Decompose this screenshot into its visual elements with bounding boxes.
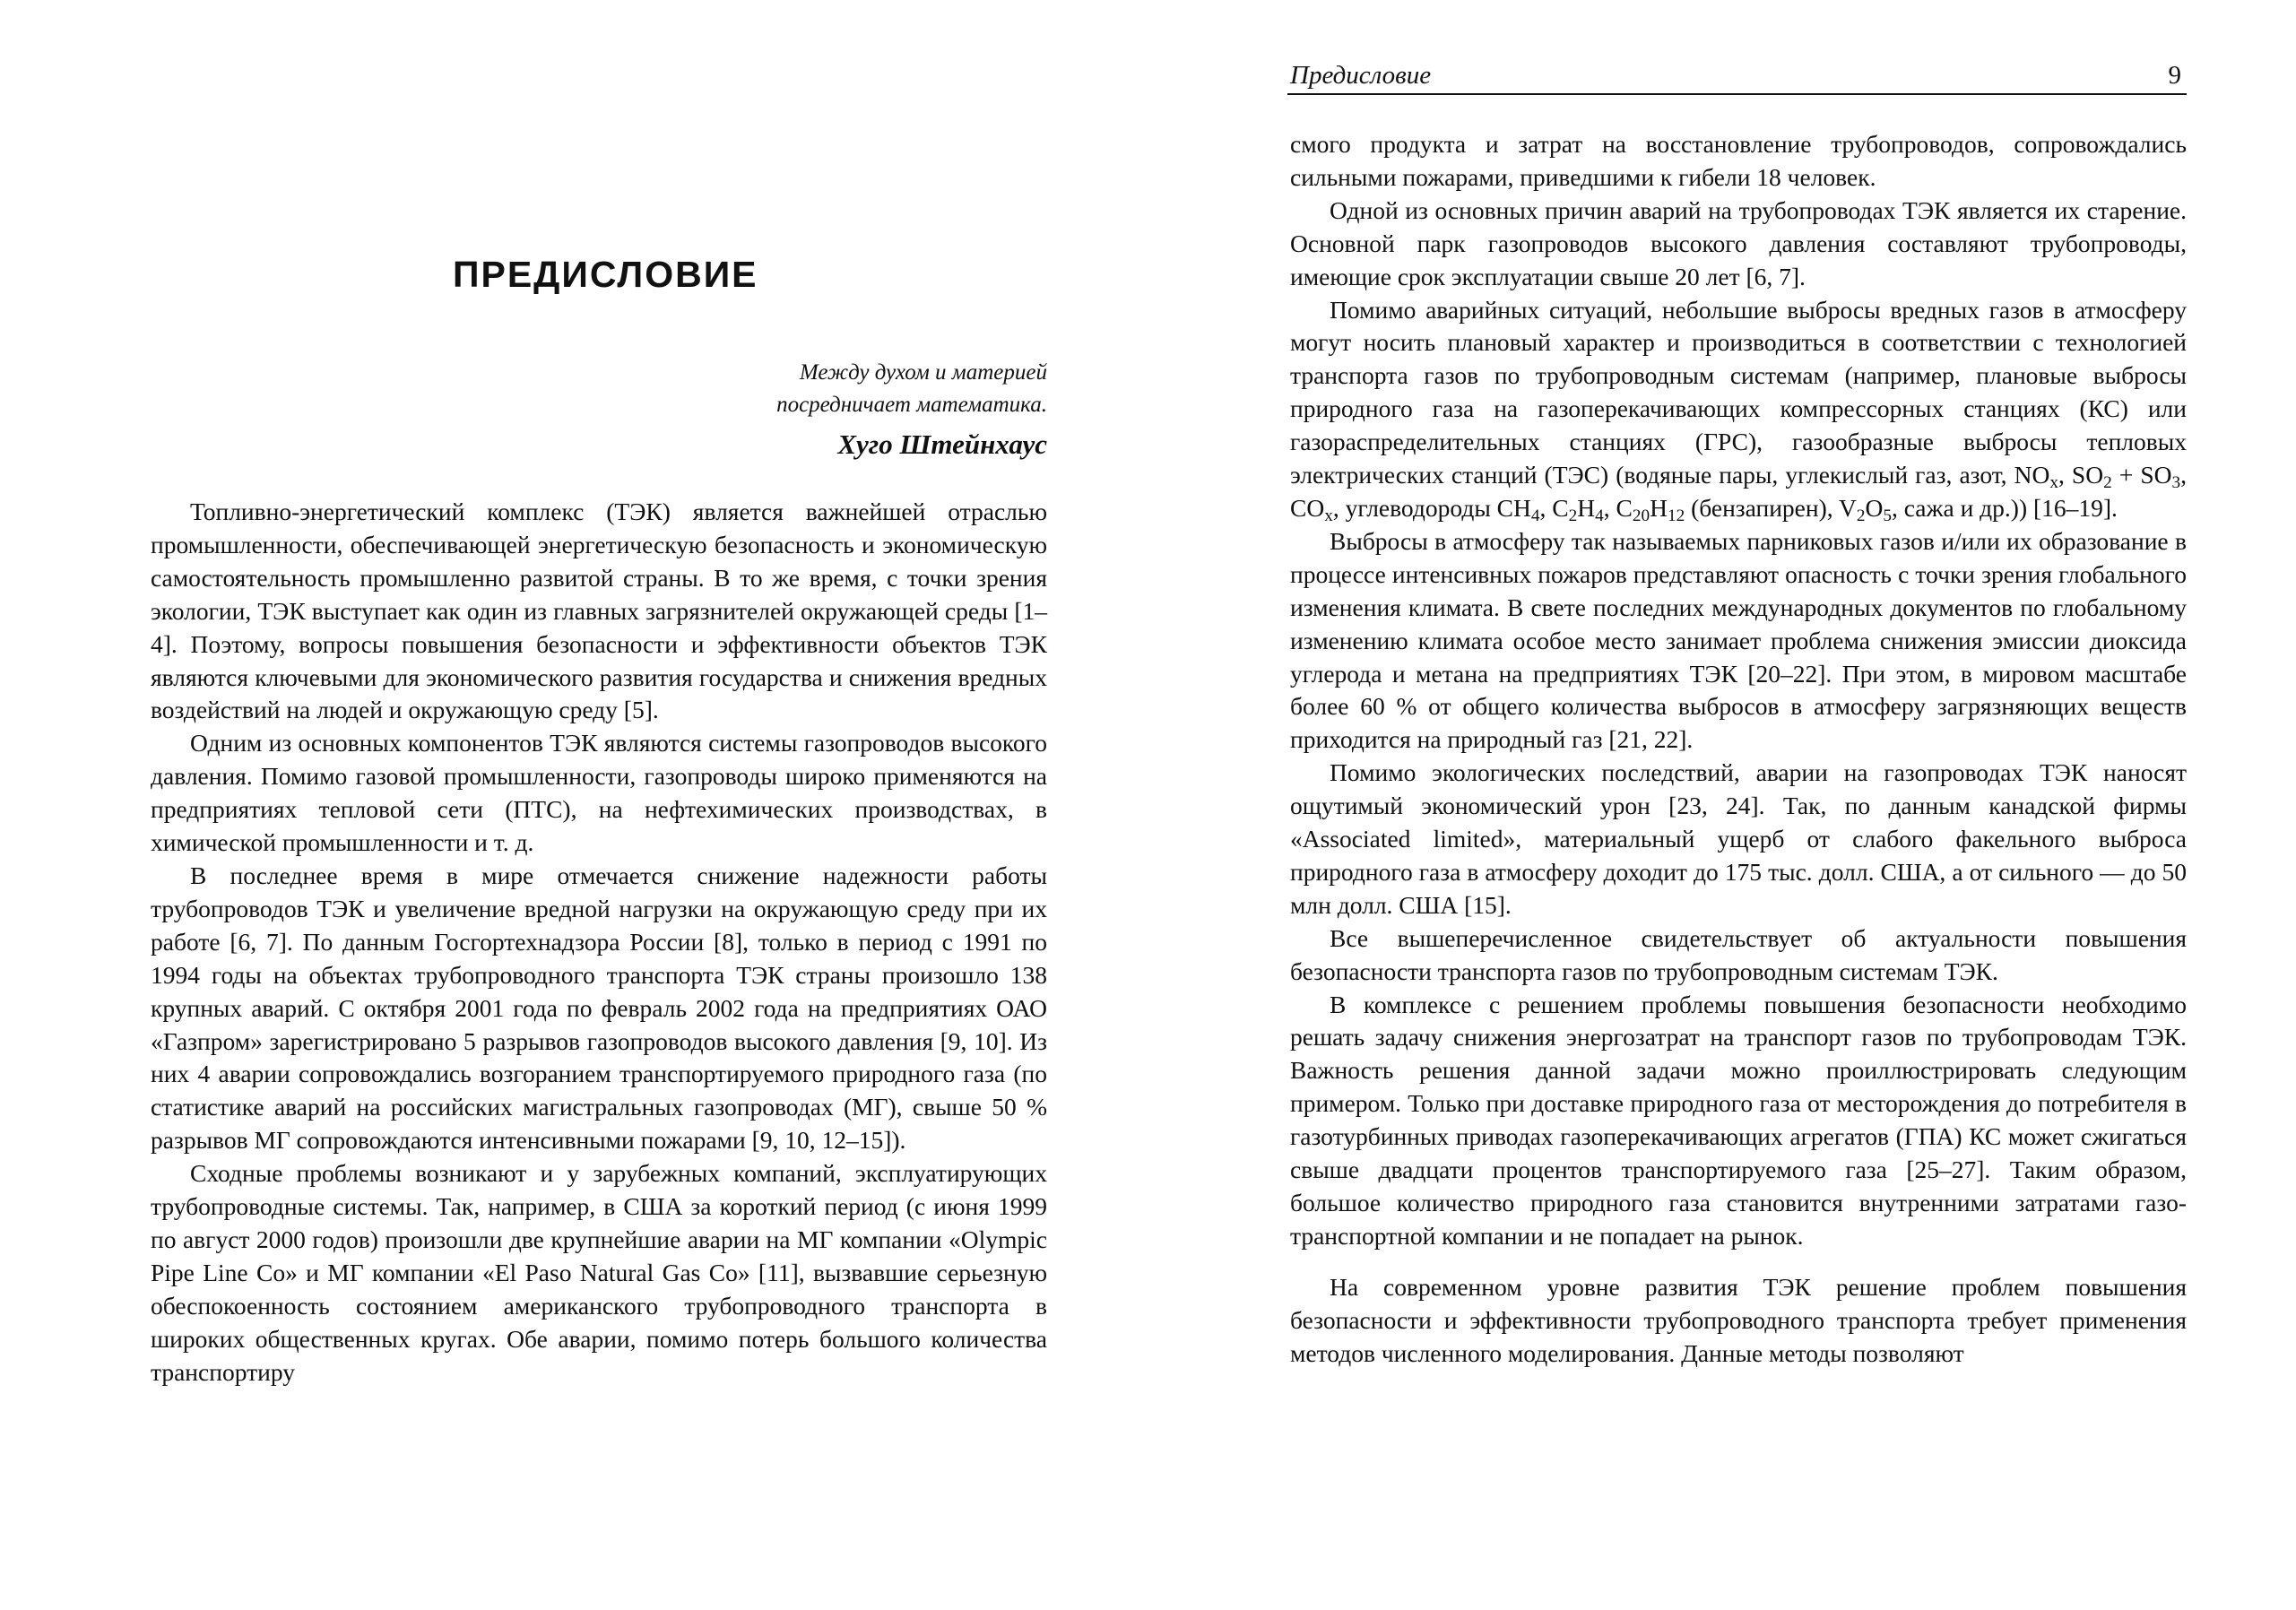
right-body-text bbox=[1290, 128, 2187, 1371]
left-body-text bbox=[151, 496, 1047, 1389]
epigraph-line-2: посредничает математика. bbox=[776, 393, 1047, 417]
chapter-title: ПРЕДИСЛОВИЕ bbox=[453, 254, 758, 295]
paragraph: В комплексе с решением проблемы повышения безопасности необходимо решать задачу снижения энергозатрат на транспорт газов по трубопроводам ТЭК. Важность решения данной задачи можно проиллюстрировать следующим примером. Только при доставке природного газа от месторождения до потребителя в газотурбинных приводах газоперекачивающих агрегатов (ГПА) КС может сжигаться свыше двадцати процентов транспортируемого газа [25–27]. Таким образом, большое количество природного газа становится внутренними затратами газотранспортной компании и не попадает на рынок. bbox=[1290, 990, 2187, 1250]
page-number: 9 bbox=[2168, 61, 2181, 90]
paragraph-emissions: Помимо аварийных ситуаций, небольшие выбросы вредных газов в атмосферу могут носить плановый характер и производиться в соответствии с технологией транспорта газов по трубопроводным системам (например, плановые выбросы природного газа на газоперекачивающих компрессорных станциях (КС) или газораспределительных станциях (ГРС), газообразные выбросы тепловых электрических станций (ТЭС) (водяные пары, углекислый газ, азот, $NO_x$, $SO_2 + SO_3$, $CO_x$, углеводороды $CH_4$, $C_2H_4$, $C_{20}H_{12}$ (бензапирен), $V_2O_5$, сажа и др.)) [16–19]. bbox=[1290, 295, 2187, 525]
running-title: Предисловие bbox=[1290, 61, 1432, 90]
epigraph-author: Хуго Штейнхаус bbox=[837, 428, 1047, 460]
paragraph: Все вышеперечисленное свидетельствует об актуальности повышения безопасности транспорта газов по трубопроводным системам ТЭК. bbox=[1290, 923, 2187, 985]
epigraph-line-1: Между духом и материей bbox=[799, 360, 1047, 385]
right-page bbox=[1148, 0, 2296, 1610]
paragraph: Помимо экологических последствий, аварии на газопроводах ТЭК наносят ощутимый экономический урон [23, 24]. Так, по данным канадской фирмы «Associated limited», материальный ущерб от слабого факельного выброса природного газа в атмосферу доходит до 175 тыс. долл. США, а от сильного — до 50 млн долл. США [15]. bbox=[1290, 758, 2187, 919]
paragraph: Выбросы в атмосферу так называемых парниковых газов и/или их образование в процессе интенсивных пожаров представляют опасность с точки зрения глобального изменения климата. В свете последних международных документов по глобальному изменению климата особое место занимает проблема снижения эмиссии диоксида углерода и метана на предприятиях ТЭК [20–22]. При этом, в мировом масштабе более 60 % от общего количества выбросов в атмосферу загрязняющих веществ приходится на природный газ [21, 22]. bbox=[1290, 526, 2187, 754]
running-head bbox=[1287, 57, 2187, 95]
paragraph: Топливно-энергетический комплекс (ТЭК) является важнейшей отраслью промышленности, обеспечивающей энергетическую безопасность и экономическую самостоятельность промышленно развитой страны. В то же время, с точки зрения экологии, ТЭК выступает как один из главных загрязнителей окружающей среды [1–4]. Поэтому, вопросы повышения безопасности и эффективности объектов ТЭК являются ключевыми для экономического развития государства и снижения вредных воздействий на людей и окружающую среду [5]. bbox=[151, 498, 1047, 724]
paragraph-text: (бензапирен), bbox=[1691, 493, 1833, 522]
paragraph-text: , сажа и др.)) [16–19]. bbox=[1892, 493, 2118, 522]
paragraph-continued: смого продукта и затрат на восстановление трубопроводов, сопровождались сильными пожарами, приведшими к гибели 18 человек. bbox=[1290, 130, 2187, 191]
paragraph-text: Помимо аварийных ситуаций, небольшие выбросы вредных газов в атмосферу могут носить плановый характер и производиться в соответствии с технологией транспорта газов по трубопроводным системам (например, плановые выбросы природного газа на газоперекачивающих компрессорных станциях (КС) или газораспределительных станциях (ГРС), газообразные выбросы тепловых электрических станций (ТЭС) (водяные пары, углекислый газ, азот, bbox=[1290, 295, 2187, 489]
paragraph: Сходные проблемы возникают и у зарубежных компаний, эксплуатирующих трубопроводные системы. Так, например, в США за короткий период (с июня 1999 по август 2000 годов) произошли две крупнейшие аварии на МГ компании «Olympic Pipe Line Co» и МГ компании «El Paso Natural Gas Co» [11], вызвавшие серьезную обеспокоенность состоянием американского трубопроводного транспорта в широких общественных кругах. Обе аварии, помимо потерь большого количества транспортиру bbox=[151, 1159, 1047, 1386]
paragraph: Одним из основных компонентов ТЭК являются системы газопроводов высокого давления. Помимо газовой промышленности, газопроводы широко применяются на предприятиях тепловой сети (ПТС), на нефтехимических производствах, в химической промышленности и т. д. bbox=[151, 729, 1047, 857]
paragraph: На современном уровне развития ТЭК решение проблем повышения безопасности и эффективности трубопроводного транспорта требует применения методов численного моделирования. Данные методы позволяют bbox=[1290, 1272, 2187, 1367]
epigraph bbox=[509, 357, 1047, 464]
paragraph: Одной из основных причин аварий на трубопроводах ТЭК является их старение. Основной парк газопроводов высокого давления составляют трубопроводы, имеющие срок эксплуатации свыше 20 лет [6, 7]. bbox=[1290, 195, 2187, 290]
paragraph: В последнее время в мире отмечается снижение надежности работы трубопроводов ТЭК и увеличение вредной нагрузки на окружающую среду при их работе [6, 7]. По данным Госгортехнадзора России [8], только в период с 1991 по 1994 годы на объектах трубопроводного транспорта ТЭК страны произошло 138 крупных аварий. С октября 2001 года по февраль 2002 года на предприятиях ОАО «Газпром» зарегистрировано 5 разрывов газопроводов высокого давления [9, 10]. Из них 4 аварии сопровождались возгоранием транспортируемого природного газа (по статистике аварий на российских магистральных газопроводах (МГ), свыше 50 % разрывов МГ сопровождаются интенсивными пожарами [9, 10, 12–15]). bbox=[151, 861, 1047, 1155]
